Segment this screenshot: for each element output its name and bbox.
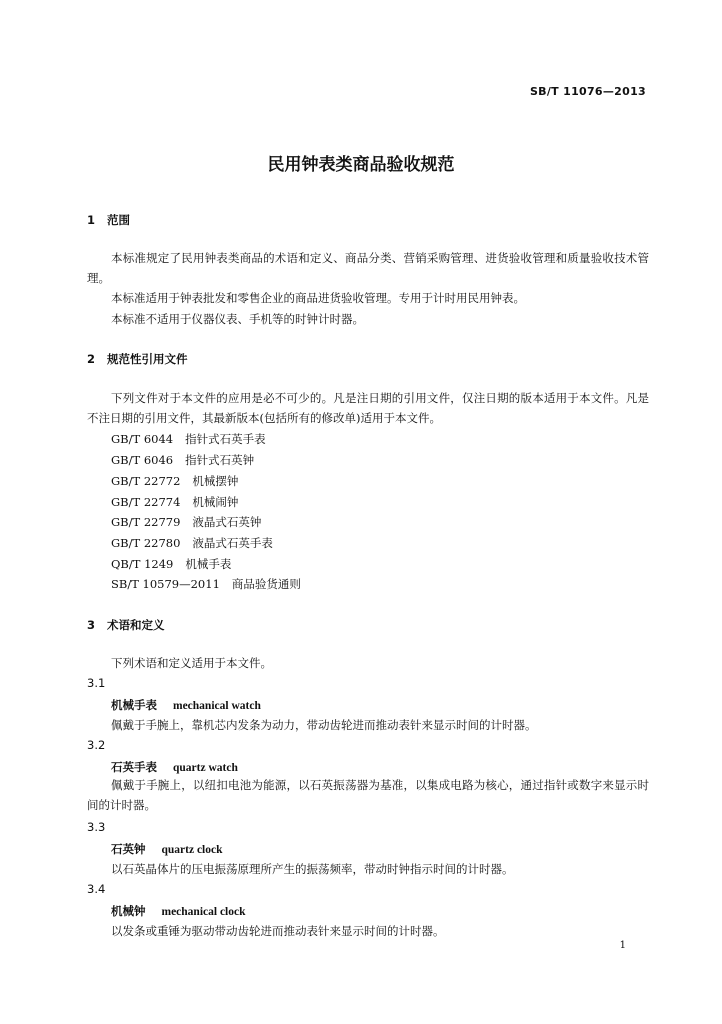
section-number: 3: [87, 618, 96, 632]
term-definition: 佩戴于手腕上，以纽扣电池为能源，以石英振荡器为基准，以集成电路为核心，通过指针或数字来显示时间的计时器。: [87, 778, 649, 812]
reference-code: QB/T 1249: [111, 557, 174, 571]
section-number: 2: [87, 352, 96, 366]
term-name: [111, 697, 261, 713]
reference-item: [111, 535, 273, 551]
term-zh: 石英钟: [111, 842, 146, 856]
scope-paragraph: 本标准不适用于仪器仪表、手机等的时钟计时器。: [111, 312, 364, 326]
reference-code: SB/T 10579—2011: [111, 577, 220, 591]
term-definition: 以发条或重锤为驱动带动齿轮进而推动表针来显示时间的计时器。: [111, 924, 445, 938]
reference-item: [111, 452, 254, 468]
reference-code: GB/T 6044: [111, 432, 174, 446]
reference-name: 液晶式石英手表: [192, 536, 273, 550]
term-zh: 石英手表: [111, 760, 157, 774]
page-number: 1: [619, 940, 626, 951]
reference-code: GB/T 22780: [111, 536, 181, 550]
reference-name: 商品验货通则: [231, 577, 301, 591]
reference-item: [111, 514, 261, 530]
reference-name: 机械手表: [185, 557, 232, 571]
reference-item: [111, 431, 266, 447]
terms-intro: 下列术语和定义适用于本文件。: [111, 656, 272, 670]
reference-item: [111, 576, 301, 592]
reference-name: 机械闹钟: [192, 495, 239, 509]
section-heading-normative-references: [87, 351, 188, 367]
term-definition: 以石英晶体片的压电振荡原理所产生的振荡频率，带动时钟指示时间的计时器。: [111, 862, 514, 876]
reference-name: 指针式石英手表: [185, 432, 266, 446]
term-zh: 机械手表: [111, 698, 157, 712]
term-zh: 机械钟: [111, 904, 146, 918]
term-en: quartz clock: [161, 844, 223, 856]
term-en: quartz watch: [173, 762, 238, 774]
standard-code: SB/T 11076—2013: [529, 85, 646, 98]
reference-item: [111, 473, 238, 489]
references-intro: 下列文件对于本文件的应用是必不可少的。凡是注日期的引用文件，仅注日期的版本适用于本文件。凡是不注日期的引用文件，其最新版本(包括所有的修改单)适用于本文件。: [87, 391, 649, 425]
reference-item: [111, 556, 231, 572]
reference-code: GB/T 22772: [111, 474, 181, 488]
section-number: 1: [87, 213, 96, 227]
scope-paragraph: 本标准适用于钟表批发和零售企业的商品进货验收管理。专用于计时用民用钟表。: [111, 291, 525, 305]
reference-item: [111, 494, 238, 510]
section-title: 范围: [107, 213, 130, 227]
section-heading-scope: [87, 212, 130, 228]
term-en: mechanical watch: [173, 700, 261, 712]
term-en: mechanical clock: [161, 906, 246, 918]
reference-code: GB/T 6046: [111, 453, 174, 467]
term-definition: 佩戴于手腕上，靠机芯内发条为动力，带动齿轮进而推动表针来显示时间的计时器。: [111, 718, 537, 732]
reference-code: GB/T 22779: [111, 515, 181, 529]
term-name: [111, 759, 238, 775]
reference-code: GB/T 22774: [111, 495, 181, 509]
section-heading-terms: [87, 617, 165, 633]
term-number: 3.1: [87, 676, 106, 690]
term-number: 3.3: [87, 820, 106, 834]
scope-paragraph: 本标准规定了民用钟表类商品的术语和定义、商品分类、营销采购管理、进货验收管理和质量验收技术管理。: [87, 251, 649, 285]
section-title: 术语和定义: [107, 618, 165, 632]
term-name: [111, 903, 246, 919]
term-number: 3.2: [87, 738, 106, 752]
term-number: 3.4: [87, 882, 106, 896]
section-title: 规范性引用文件: [107, 352, 188, 366]
reference-name: 指针式石英钟: [185, 453, 255, 467]
reference-name: 液晶式石英钟: [192, 515, 262, 529]
reference-name: 机械摆钟: [192, 474, 239, 488]
document-title: 民用钟表类商品验收规范: [267, 155, 455, 175]
term-name: [111, 841, 223, 857]
